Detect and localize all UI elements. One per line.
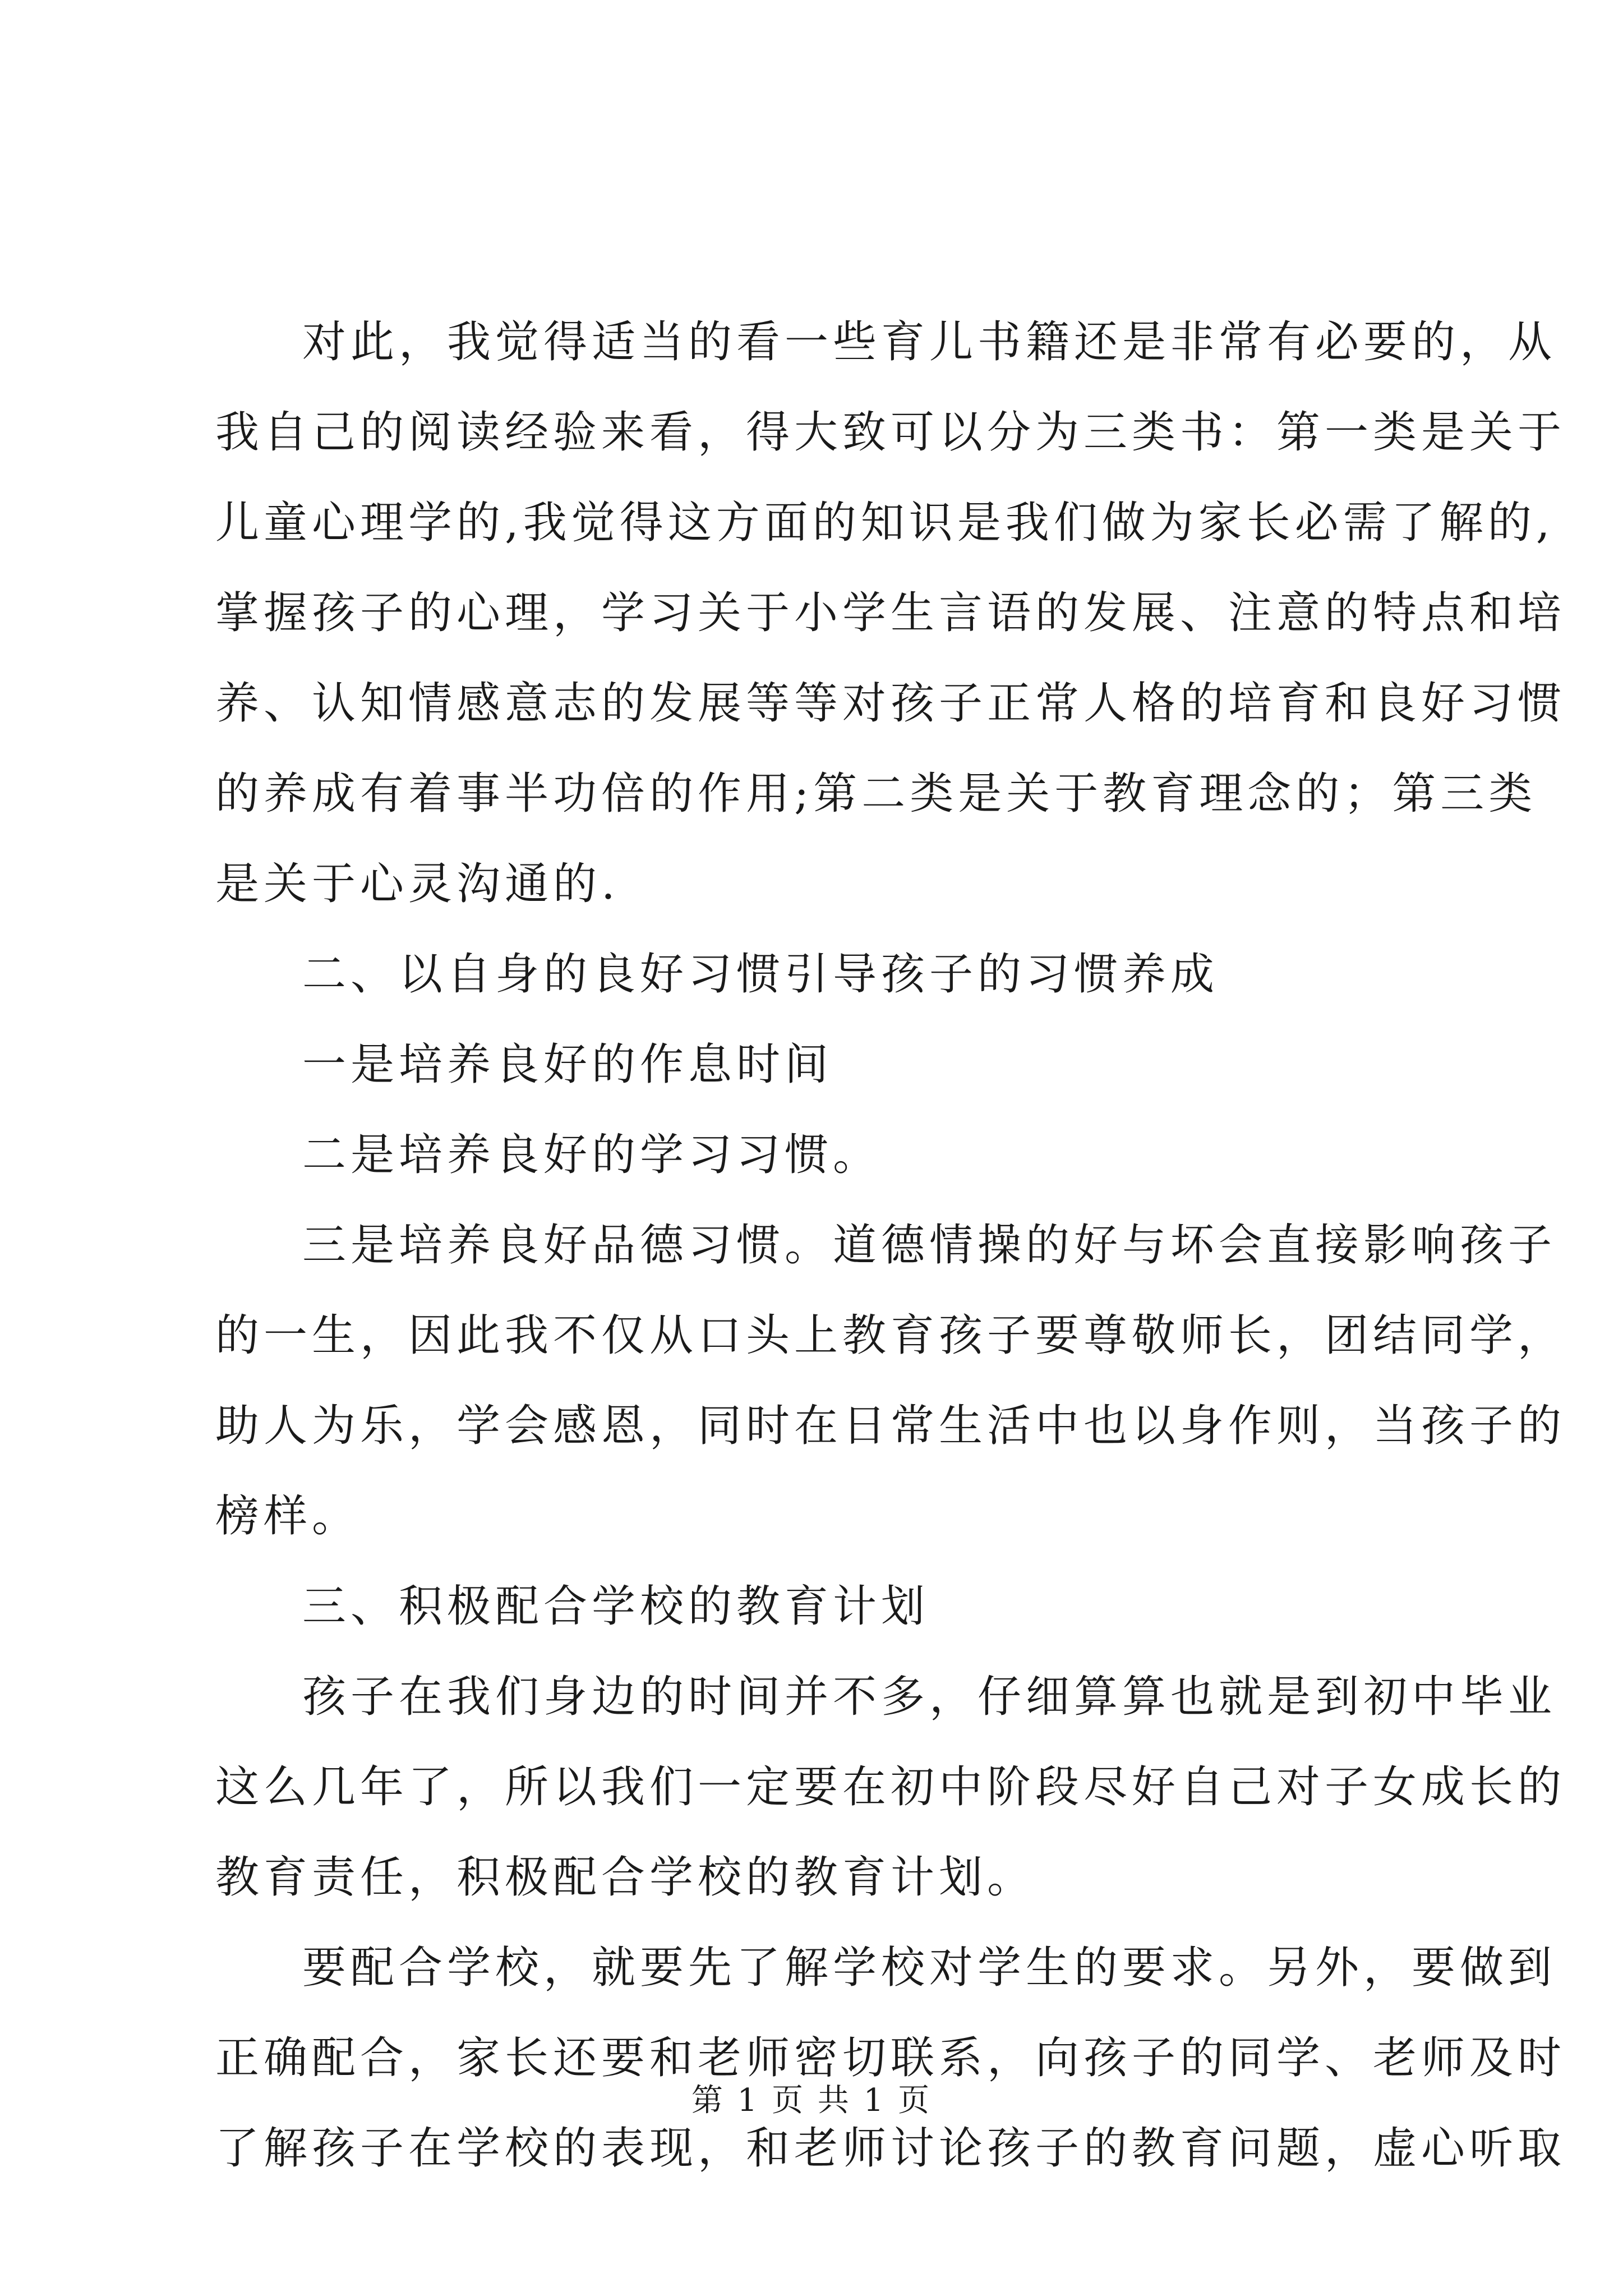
list-item: 二是培养良好的学习习惯。: [302, 1130, 882, 1180]
text-line: 对此，我觉得适当的看一些育儿书籍还是非常有必要的，从: [302, 317, 1557, 367]
text-line: 三是培养良好品德习惯。道德情操的好与坏会直接影响孩子: [302, 1220, 1557, 1271]
text-line: 我自己的阅读经验来看，得大致可以分为三类书：第一类是关于: [215, 407, 1566, 458]
text-line: 正确配合，家长还要和老师密切联系，向孩子的同学、老师及时: [215, 2033, 1566, 2083]
text-line: 养、认知情感意志的发展等等对孩子正常人格的培育和良好习惯: [215, 678, 1566, 729]
section-heading: 二、以自身的良好习惯引导孩子的习惯养成: [302, 949, 1219, 1000]
document-body: [215, 297, 1566, 2194]
text-line: 孩子在我们身边的时间并不多，仔细算算也就是到初中毕业: [302, 1672, 1557, 1722]
list-item: 一是培养良好的作息时间: [302, 1039, 833, 1090]
text-line: 是关于心灵沟通的.: [215, 859, 620, 909]
text-line: 的养成有着事半功倍的作用;第二类是关于教育理念的；第三类: [215, 769, 1537, 819]
text-line: 榜样。: [215, 1491, 361, 1542]
text-line: 助人为乐，学会感恩，同时在日常生活中也以身作则，当孩子的: [215, 1401, 1566, 1451]
text-line: 要配合学校，就要先了解学校对学生的要求。另外，要做到: [302, 1943, 1557, 1993]
page-footer: [0, 2078, 1623, 2123]
text-line: 这么几年了，所以我们一定要在初中阶段尽好自己对子女成长的: [215, 1762, 1566, 1812]
text-line: 教育责任，积极配合学校的教育计划。: [215, 1852, 1036, 1903]
text-line: 掌握孩子的心理，学习关于小学生言语的发展、注意的特点和培: [215, 588, 1566, 638]
text-line: 了解孩子在学校的表现，和老师讨论孩子的教育问题，虚心听取: [215, 2123, 1566, 2174]
text-line: 儿童心理学的,我觉得这方面的知识是我们做为家长必需了解的,: [215, 498, 1555, 548]
section-heading: 三、积极配合学校的教育计划: [302, 1581, 930, 1632]
text-line: 的一生，因此我不仅从口头上教育孩子要尊敬师长，团结同学，: [215, 1310, 1566, 1361]
page-number: 第 1 页 共 1 页: [691, 2082, 932, 2119]
